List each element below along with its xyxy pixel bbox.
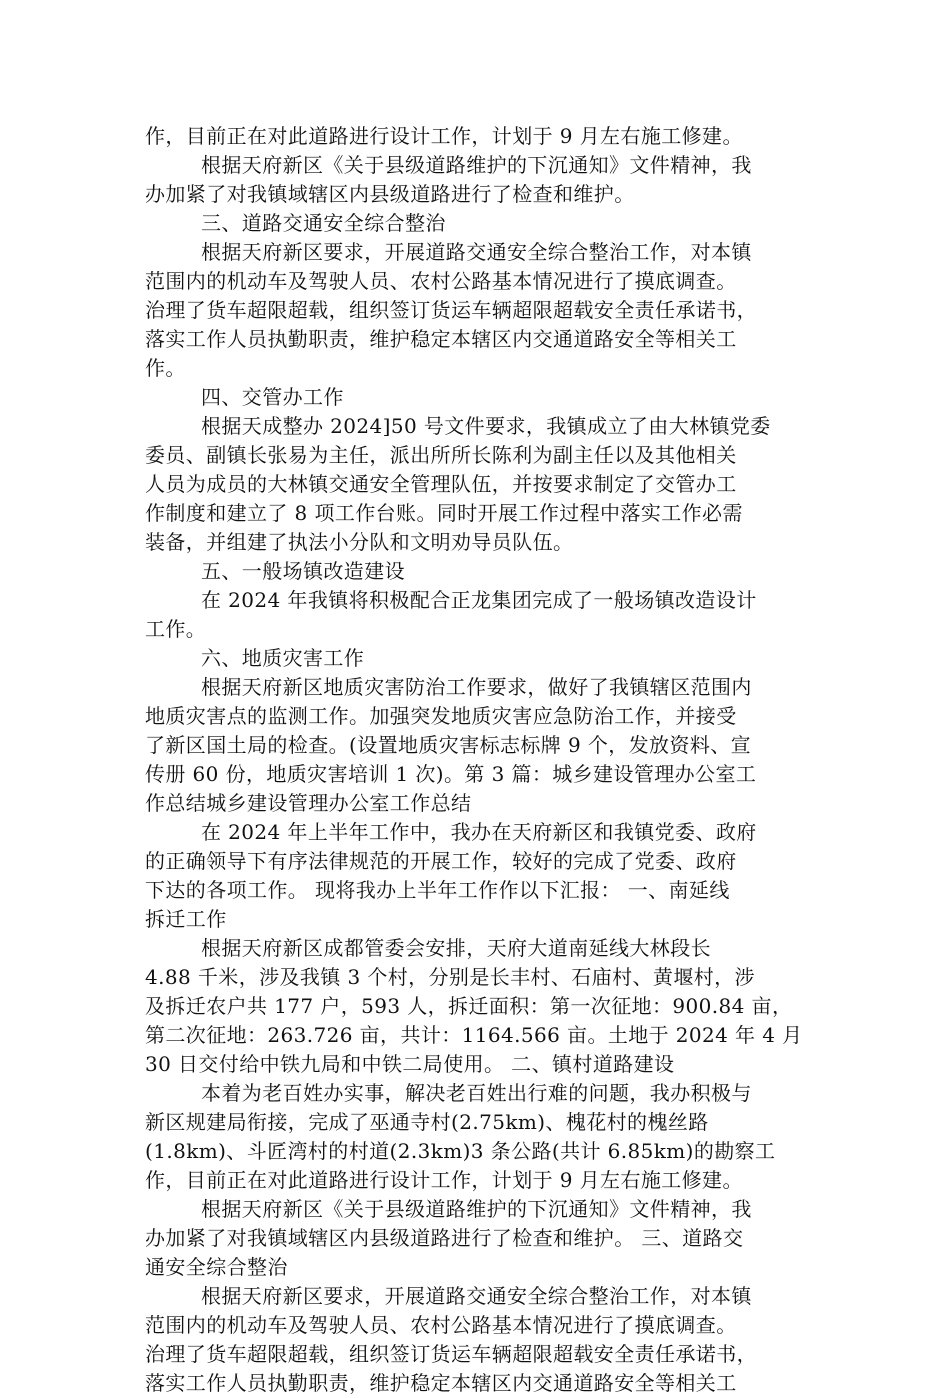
text-line: 作，目前正在对此道路进行设计工作，计划于 9 月左右施工修建。 [145, 1168, 743, 1192]
paragraph-line: 根据天成整办 2024]50 号文件要求，我镇成立了由大林镇党委 [201, 414, 771, 438]
paragraph-line: 本着为老百姓办实事，解决老百姓出行难的问题，我办积极与 [201, 1081, 752, 1105]
paragraph-line: 根据天府新区要求，开展道路交通安全综合整治工作，对本镇 [201, 1284, 752, 1308]
text-line: 拆迁工作 [145, 907, 227, 931]
section-heading: 六、地质灾害工作 [201, 646, 365, 670]
text-line: 了新区国土局的检查。(设置地质灾害标志标牌 9 个，发放资料、宣 [145, 733, 752, 757]
section-heading: 三、道路交通安全综合整治 [201, 211, 446, 235]
text-line: 的正确领导下有序法律规范的开展工作，较好的完成了党委、政府 [145, 849, 737, 873]
text-line: 落实工作人员执勤职责，维护稳定本辖区内交通道路安全等相关工 [145, 1371, 737, 1395]
text-line: 4.88 千米，涉及我镇 3 个村，分别是长丰村、石庙村、黄堰村，涉 [145, 965, 755, 989]
paragraph-line: 根据天府新区成都管委会安排，天府大道南延线大林段长 [201, 936, 711, 960]
text-line: (1.8km)、斗匠湾村的村道(2.3km)3 条公路(共计 6.85km)的勘察工 [145, 1139, 776, 1163]
text-line: 新区规建局衔接，完成了巫通寺村(2.75km)、槐花村的槐丝路 [145, 1110, 709, 1134]
document-body [145, 122, 810, 1398]
paragraph-line: 在 2024 年我镇将积极配合正龙集团完成了一般场镇改造设计 [201, 588, 757, 612]
text-line: 及拆迁农户共 177 户，593 人，拆迁面积：第一次征地：900.84 亩， [145, 994, 793, 1018]
text-line: 工作。 [145, 617, 207, 641]
text-line: 落实工作人员执勤职责，维护稳定本辖区内交通道路安全等相关工 [145, 327, 737, 351]
text-line: 作。 [145, 356, 186, 380]
text-line: 范围内的机动车及驾驶人员、农村公路基本情况进行了摸底调查。 [145, 1313, 737, 1337]
text-line: 作，目前正在对此道路进行设计工作，计划于 9 月左右施工修建。 [145, 124, 743, 148]
text-line: 办加紧了对我镇域辖区内县级道路进行了检查和维护。 [145, 182, 635, 206]
section-heading: 四、交管办工作 [201, 385, 344, 409]
text-line: 地质灾害点的监测工作。加强突发地质灾害应急防治工作，并接受 [145, 704, 737, 728]
text-line: 下达的各项工作。 现将我办上半年工作作以下汇报： 一、南延线 [145, 878, 730, 902]
text-line: 作制度和建立了 8 项工作台账。同时开展工作过程中落实工作必需 [145, 501, 743, 525]
section-heading: 五、一般场镇改造建设 [201, 559, 405, 583]
paragraph-line: 根据天府新区要求，开展道路交通安全综合整治工作，对本镇 [201, 240, 752, 264]
text-line: 30 日交付给中铁九局和中铁二局使用。 二、镇村道路建设 [145, 1052, 675, 1076]
text-line: 作总结城乡建设管理办公室工作总结 [145, 791, 472, 815]
text-line: 治理了货车超限超载，组织签订货运车辆超限超载安全责任承诺书， [145, 1342, 757, 1366]
text-line: 人员为成员的大林镇交通安全管理队伍，并按要求制定了交管办工 [145, 472, 737, 496]
paragraph-line: 在 2024 年上半年工作中，我办在天府新区和我镇党委、政府 [201, 820, 757, 844]
paragraph-line: 根据天府新区《关于县级道路维护的下沉通知》文件精神，我 [201, 1197, 752, 1221]
text-line: 办加紧了对我镇域辖区内县级道路进行了检查和维护。 三、道路交 [145, 1226, 744, 1250]
text-line: 装备，并组建了执法小分队和文明劝导员队伍。 [145, 530, 574, 554]
text-line: 治理了货车超限超载，组织签订货运车辆超限超载安全责任承诺书， [145, 298, 757, 322]
paragraph-line: 根据天府新区地质灾害防治工作要求，做好了我镇辖区范围内 [201, 675, 752, 699]
text-line: 传册 60 份，地质灾害培训 1 次)。第 3 篇：城乡建设管理办公室工 [145, 762, 757, 786]
text-line: 通安全综合整治 [145, 1255, 288, 1279]
paragraph-line: 根据天府新区《关于县级道路维护的下沉通知》文件精神，我 [201, 153, 752, 177]
text-line: 范围内的机动车及驾驶人员、农村公路基本情况进行了摸底调查。 [145, 269, 737, 293]
text-line: 委员、副镇长张易为主任，派出所所长陈利为副主任以及其他相关 [145, 443, 737, 467]
text-line: 第二次征地：263.726 亩，共计：1164.566 亩。土地于 2024 年 4 月 [145, 1023, 803, 1047]
